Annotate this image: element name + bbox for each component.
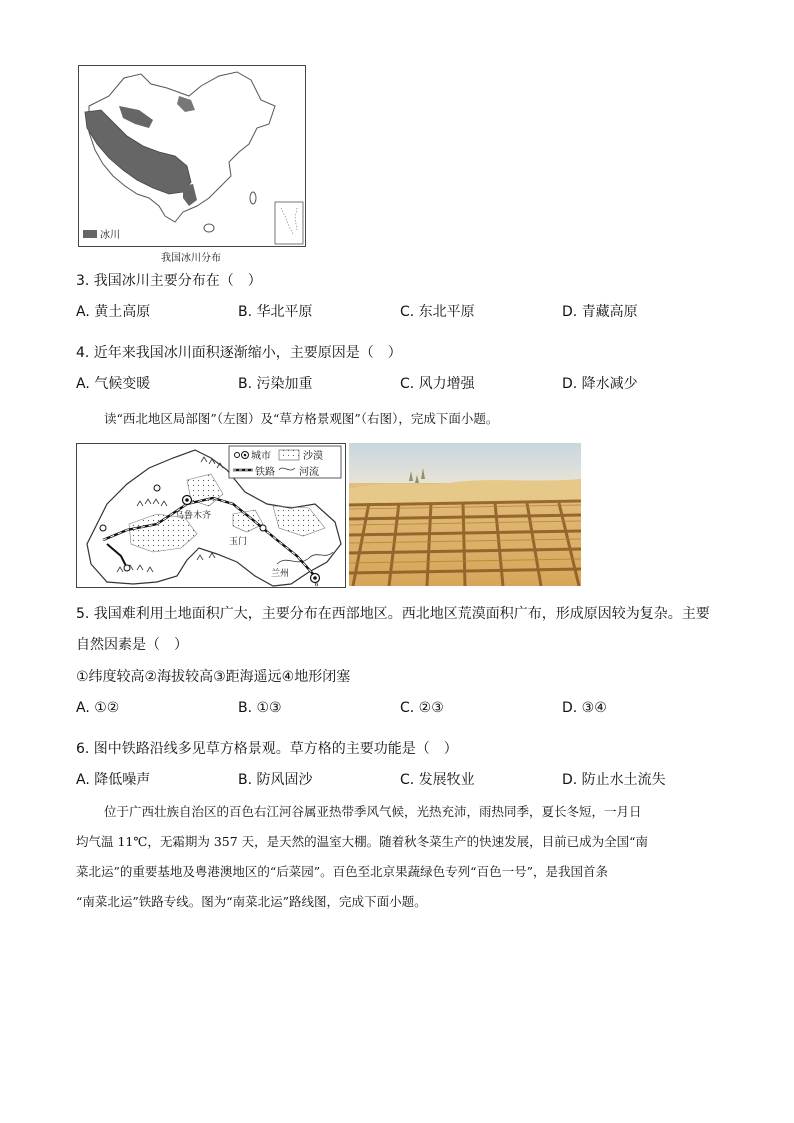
q5-option-d[interactable]: D. ③④ bbox=[562, 700, 607, 716]
question-4-stem: 4. 近年来我国冰川面积逐渐缩小，主要原因是（ ） bbox=[76, 345, 402, 361]
china-map-graphic bbox=[79, 66, 305, 246]
legend-glacier-label: 冰川 bbox=[100, 230, 120, 241]
q6-option-b[interactable]: B. 防风固沙 bbox=[238, 772, 313, 788]
glacier-map-figure bbox=[78, 65, 306, 247]
q3-option-b[interactable]: B. 华北平原 bbox=[238, 304, 313, 320]
q4-option-a[interactable]: A. 气候变暖 bbox=[76, 376, 151, 392]
q4-option-d[interactable]: D. 降水减少 bbox=[562, 376, 638, 392]
q4-option-b[interactable]: B. 污染加重 bbox=[238, 376, 313, 392]
intro-baise-line2: 均气温 11℃，无霜期为 357 天，是天然的温室大棚。随着秋冬菜生产的快速发展，目前已成为全国“南 bbox=[76, 834, 649, 849]
question-5-stem-line1: 5. 我国难利用土地面积广大，主要分布在西部地区。西北地区荒漠面积广布，形成原因较为复杂。主要 bbox=[76, 606, 710, 622]
legend-glacier bbox=[83, 226, 120, 241]
intro-northwest: 读“西北地区局部图”（左图）及“草方格景观图”（右图），完成下面小题。 bbox=[104, 411, 499, 426]
q3-option-a[interactable]: A. 黄土高原 bbox=[76, 304, 151, 320]
q3-option-c[interactable]: C. 东北平原 bbox=[400, 304, 475, 320]
question-3-stem: 3. 我国冰川主要分布在（ ） bbox=[76, 273, 262, 289]
q6-option-d[interactable]: D. 防止水土流失 bbox=[562, 772, 666, 788]
straw-checkerboard-photo bbox=[349, 443, 581, 586]
q3-option-d[interactable]: D. 青藏高原 bbox=[562, 304, 638, 320]
q6-option-c[interactable]: C. 发展牧业 bbox=[400, 772, 475, 788]
q5-option-c[interactable]: C. ②③ bbox=[400, 700, 444, 716]
straw-checkerboard-graphic bbox=[349, 443, 581, 586]
question-5-factors: ①纬度较高②海拔较高③距海遥远④地形闭塞 bbox=[76, 669, 351, 685]
legend-rail-label: 铁路 bbox=[255, 467, 275, 478]
glacier-map-caption: 我国冰川分布 bbox=[161, 253, 221, 264]
intro-baise-line4: “南菜北运”铁路专线。图为“南菜北运”路线图，完成下面小题。 bbox=[76, 894, 427, 909]
legend-desert-label: 沙漠 bbox=[303, 451, 323, 462]
legend-city-label: 城市 bbox=[251, 451, 271, 462]
q6-option-a[interactable]: A. 降低噪声 bbox=[76, 772, 151, 788]
q4-option-c[interactable]: C. 风力增强 bbox=[400, 376, 475, 392]
intro-baise-line1: 位于广西壮族自治区的百色右江河谷属亚热带季风气候，光热充沛，雨热同季，夏长冬短，一月日 bbox=[104, 804, 642, 819]
question-6-stem: 6. 图中铁路沿线多见草方格景观。草方格的主要功能是（ ） bbox=[76, 741, 458, 757]
map-label-lanzhou: 兰州 bbox=[271, 569, 290, 579]
map-label-urumqi: 乌鲁木齐 bbox=[175, 511, 212, 521]
q5-option-b[interactable]: B. ①③ bbox=[238, 700, 282, 716]
question-5-stem-line2: 自然因素是（ ） bbox=[76, 637, 188, 653]
map-label-yumen: 玉门 bbox=[229, 537, 248, 547]
intro-baise-line3: 菜北运”的重要基地及粤港澳地区的“后菜园”。百色至北京果蔬绿色专列“百色一号”，是我国首条 bbox=[76, 864, 608, 879]
q5-option-a[interactable]: A. ①② bbox=[76, 700, 120, 716]
legend-swatch bbox=[83, 230, 97, 238]
northwest-map-figure bbox=[76, 443, 346, 588]
legend-river-label: 河流 bbox=[299, 467, 319, 478]
